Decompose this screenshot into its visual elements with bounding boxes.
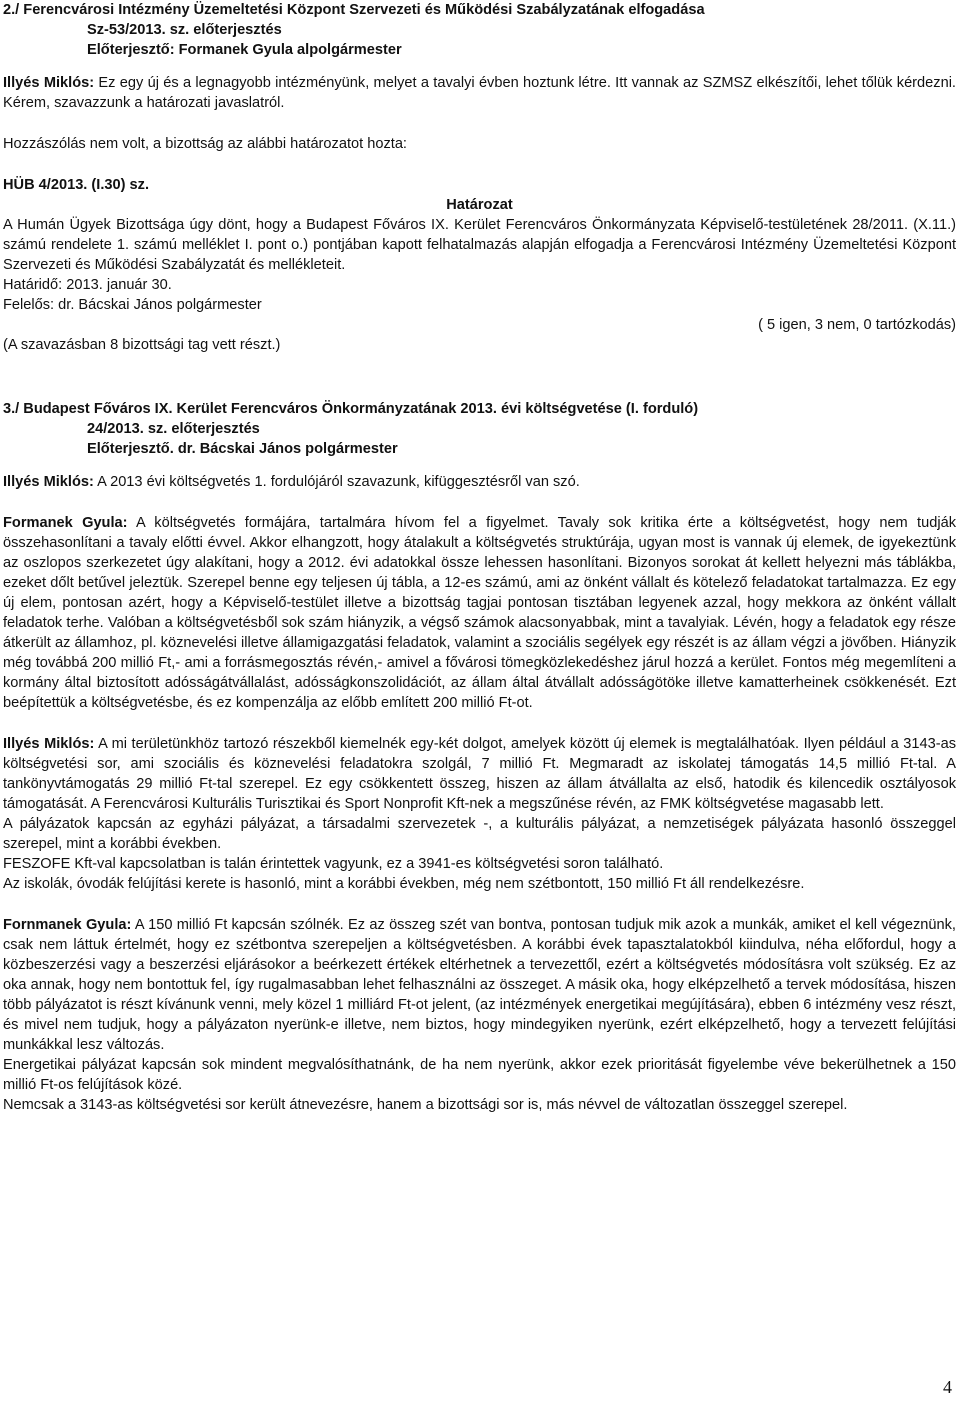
attendance-note: (A szavazásban 8 bizottsági tag vett részt.) bbox=[3, 337, 281, 353]
speech-paragraph: Energetikai pályázat kapcsán sok mindent megvalósíthatnánk, de ha nem nyerünk, akkor ezek prioritását figyelembe véve bekerülhetnek a 150 millió Ft-os felújítások közé. bbox=[3, 1057, 956, 1093]
speech-text: Ez egy új és a legnagyobb intézményünk, melyet a tavalyi évben hoztunk létre. Itt vannak az SZMSZ elkészítői, lehet tőlük kérdezni. Kérem, szavazzunk a határozati javaslatról. bbox=[3, 75, 956, 111]
speech-text: A mi területünkhöz tartozó részekből kiemelnék egy-két dolgot, amelyek között új elemek is megtalálhatóak. Ilyen például a 3143-as költségvetési sor, ami szociális és köznevelési feladatokra szolgál, 7 millió Ft. Megmaradt az iskolatej támogatás 14,5 millió Ft-tal. A tankönyvtámogatás 29 millió Ft-tal szerepel. Ez egy csökkentett összeg, hiszen az állam átvállalta az első, hatodik és kilencedik osztályosok támogatását. A Ferencvárosi Kulturális Turisztikai és Sport Nonprofit Kft-nek a megszűnése révén, az FMK költségvetése magasabb lett. bbox=[3, 736, 957, 812]
responsible-line: Felelős: dr. Bácskai János polgármester bbox=[3, 297, 262, 313]
presenter-line: Előterjesztő: Formanek Gyula alpolgármester bbox=[87, 42, 402, 58]
speech-text: A 2013 évi költségvetés 1. fordulójáról szavazunk, kifüggesztésről van szó. bbox=[93, 474, 580, 490]
presenter-line: Előterjesztő. dr. Bácskai János polgármester bbox=[87, 441, 398, 457]
no-comment-note: Hozzászólás nem volt, a bizottság az alábbi határozatot hozta: bbox=[3, 136, 407, 152]
speech-text: A költségvetés formájára, tartalmára hívom fel a figyelmet. Tavaly sok kritika érte a költségvetést, hogy nem tudják összehasonlítani a tavaly előtti évvel. Akkor elhangzott, hogy átalakult a költségvetés struktúrája, ugyan most is vannak új elemek, de igyekeztünk az oszlopos szerkezetet úgy alakítani, hogy a 2012. évi adatokkal össze lehessen hasonlítani. Bizonyos sorokat át kellett helyezni más táblákba, ezeket dőlt betűvel jeleztük. Szerepel benne egy teljesen új tábla, a 12-es számú, ami az önként vállalt és kötelező feladatokat tartalmazza. Ez egy új elem, pontosan azért, hogy a Képviselő-testület illetve a bizottság tagjai pontosan tisztában legyenek azzal, hogy mekkora az önként vállalt feladatok terhe. Valóban a költségvetésből sok szám hiányzik, a végső számok alacsonyabbak, mint a tavalyiak. Lévén, hogy a feladatok egy része átkerült az államhoz, pl. köznevelési illetve államigazgatási feladatok, valamint a szociális segélyek egy részét is az állam végzi a jövőben. Hiányzik még továbbá 200 millió Ft,- ami a forrásmegosztás révén,- amivel a fővárosi tömegközlekedéshez járul hozzá a kerület. Fontos még megemlíteni a kormány által biztosított adósságátvállalást, adósságkonszolidációt, az állam által átvállalt adósságötöke illetve kamatterheinek csökkenését. Ezt beépítettük a költségvetésbe, és ez kompenzálja az előbb említett 200 millió Ft-ot. bbox=[3, 515, 956, 711]
speech-paragraph bbox=[3, 513, 956, 713]
page-number: 4 bbox=[943, 1377, 952, 1397]
submission-reference: 24/2013. sz. előterjesztés bbox=[87, 421, 260, 437]
speaker-name: Fornmanek Gyula: bbox=[3, 917, 132, 933]
agenda-item-2 bbox=[3, 0, 956, 355]
speech-block bbox=[3, 513, 956, 713]
speech-text: A 150 millió Ft kapcsán szólnék. Ez az összeg szét van bontva, pontosan tudjuk mik azok a munkák, amiket el kell végeznünk, csak nem láttuk értelmét, hogy ez szétbontva szerepeljen a költségvetésben. A korábbi évek tapasztalatokból kiindulva, néha előfordul, hogy a közbeszerzési vagy a beszerzési eljárásokor a beérkezett értékek eltérhetnek a tervezettől, ezért a költségvetés módosításra volt szükség. Ez az oka annak, hogy nem bontottuk fel, így rugalmasabban lehet felhasználni az összeget. A másik oka, hogy elképzelhető a tervek módosítása, hiszen több pályázatot is részt kívánunk venni, mely közel 1 milliárd Ft-ot jelent, (az intézmények energetikai megújítására), ebben 6 intézmény vesz részt, és mivel nem tudjuk, hogy a pályázaton nyerünk-e illetve, nem biztos, hogy mindegyiken nyerünk, ezért elképzelhető, hogy a tervezett felújítási munkákkal lesz változás. bbox=[3, 917, 956, 1053]
speech-paragraph bbox=[3, 734, 956, 814]
speech-paragraph bbox=[3, 73, 956, 113]
speaker-name: Formanek Gyula: bbox=[3, 515, 128, 531]
speech-paragraph: A pályázatok kapcsán az egyházi pályázat, a társadalmi szervezetek -, a kulturális pályázat, a nemzetiségek pályázata hasonló összeggel szerepel, mint a korábbi években. bbox=[3, 816, 956, 852]
speech-paragraph: Az iskolák, óvodák felújítási kerete is hasonló, mint a korábbi években, még nem szétbontott, 150 millió Ft áll rendelkezésre. bbox=[3, 876, 805, 892]
agenda-item-3 bbox=[3, 399, 956, 1115]
speech-paragraph: FESZOFE Kft-val kapcsolatban is talán érintettek vagyunk, ez a 3941-es költségvetési soron található. bbox=[3, 856, 664, 872]
resolution-text: A Humán Ügyek Bizottsága úgy dönt, hogy a Budapest Főváros IX. Kerület Ferencváros Önkormányzata Képviselő-testületének 28/2011. (X.11.) számú rendelete 1. számú melléklet I. pont o.) pontjában kapott felhatalmazás alapján elfogadja a Ferencvárosi Intézmény Üzemeltetési Központ Szervezeti és Működési Szabályzatát és mellékleteit. bbox=[3, 217, 956, 273]
speech-block bbox=[3, 472, 956, 492]
vote-result: ( 5 igen, 3 nem, 0 tartózkodás) bbox=[758, 317, 956, 333]
speech-paragraph bbox=[3, 915, 956, 1055]
deadline-line: Határidő: 2013. január 30. bbox=[3, 277, 172, 293]
resolution-title: Határozat bbox=[446, 197, 513, 213]
speech-block bbox=[3, 915, 956, 1115]
speech-block bbox=[3, 734, 956, 894]
speech-paragraph bbox=[3, 472, 956, 492]
speaker-name: Illyés Miklós: bbox=[3, 474, 94, 490]
speech-paragraph: Nemcsak a 3143-as költségvetési sor került átnevezésre, hanem a bizottsági sor is, más névvel de változatlan összeggel szerepel. bbox=[3, 1097, 848, 1113]
item-heading: 3./ Budapest Főváros IX. Kerület Ferencváros Önkormányzatának 2013. évi költségvetése (I. forduló) bbox=[3, 401, 699, 417]
speaker-name: Illyés Miklós: bbox=[3, 736, 95, 752]
submission-reference: Sz-53/2013. sz. előterjesztés bbox=[87, 22, 282, 38]
speaker-name: Illyés Miklós: bbox=[3, 75, 95, 91]
resolution-number: HÜB 4/2013. (I.30) sz. bbox=[3, 177, 150, 193]
item-heading: 2./ Ferencvárosi Intézmény Üzemeltetési Központ Szervezeti és Működési Szabályzatának elfogadása bbox=[3, 2, 705, 18]
